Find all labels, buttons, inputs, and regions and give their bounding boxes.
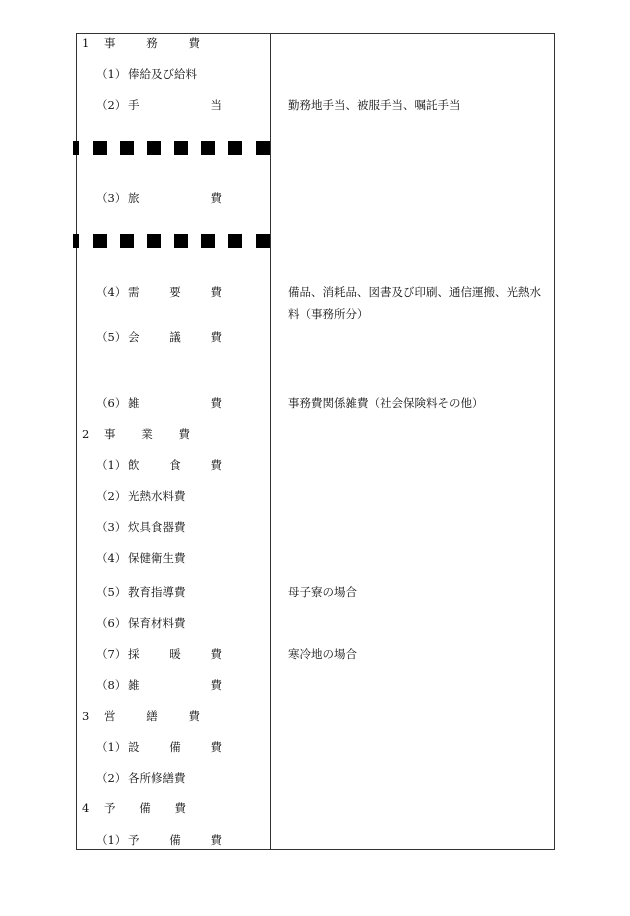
item-row <box>0 519 630 535</box>
item-number: （6） <box>96 616 127 630</box>
item-row <box>0 770 630 786</box>
redaction-band <box>76 141 271 155</box>
item-row <box>0 97 630 113</box>
item-number: （1） <box>96 67 127 81</box>
item-label: 俸給及び給料 <box>128 67 197 81</box>
section-row <box>0 708 630 724</box>
section-row <box>0 35 630 51</box>
item-label: 手 当 <box>128 98 222 112</box>
item-label: 教育指導費 <box>128 585 186 599</box>
item-number: （2） <box>96 771 127 785</box>
item-label: 採 暖 費 <box>128 647 222 661</box>
item-label: 需 要 費 <box>128 285 222 299</box>
item-number: （6） <box>96 396 127 410</box>
item-row <box>0 66 630 82</box>
item-number: （8） <box>96 678 127 692</box>
section-number: 3 <box>82 709 90 723</box>
item-number: （5） <box>96 585 127 599</box>
section-number: 4 <box>82 801 90 815</box>
item-number: （1） <box>96 740 127 754</box>
item-row <box>0 584 630 600</box>
item-row <box>0 329 630 345</box>
item-number: （7） <box>96 647 127 661</box>
item-row <box>0 488 630 504</box>
item-row <box>0 677 630 693</box>
item-label: 会 議 費 <box>128 330 222 344</box>
item-row <box>0 646 630 662</box>
item-label: 炊具食器費 <box>128 520 186 534</box>
item-number: （4） <box>96 285 127 299</box>
item-number: （3） <box>96 191 127 205</box>
redaction-band <box>76 234 271 248</box>
section-name: 予 備 費 <box>104 801 186 815</box>
item-row <box>0 284 630 300</box>
item-number: （3） <box>96 520 127 534</box>
item-row <box>0 395 630 411</box>
item-label: 設 備 費 <box>128 740 222 754</box>
section-row <box>0 800 630 816</box>
item-row <box>0 550 630 566</box>
section-row <box>0 426 630 442</box>
item-label: 光熱水料費 <box>128 489 186 503</box>
item-note-row <box>0 306 630 322</box>
item-label: 旅 費 <box>128 191 222 205</box>
item-note: 事務費関係雑費（社会保険料その他） <box>288 396 484 410</box>
item-row <box>0 190 630 206</box>
item-row <box>0 739 630 755</box>
section-name: 事 業 費 <box>104 427 190 441</box>
item-label: 予 備 費 <box>128 833 222 847</box>
item-number: （2） <box>96 489 127 503</box>
item-label: 雑 費 <box>128 678 222 692</box>
item-note: 備品、消耗品、図書及び印刷、通信運搬、光熱水 <box>288 285 541 299</box>
item-note: 母子寮の場合 <box>288 585 357 599</box>
item-note: 勤務地手当、被服手当、嘱託手当 <box>288 98 461 112</box>
item-number: （1） <box>96 458 127 472</box>
item-label: 保育材料費 <box>128 616 186 630</box>
item-row <box>0 457 630 473</box>
item-label: 各所修繕費 <box>128 771 186 785</box>
section-number: 2 <box>82 427 90 441</box>
item-note: 寒冷地の場合 <box>288 647 357 661</box>
section-name: 事 務 費 <box>104 36 200 50</box>
item-label: 飲 食 費 <box>128 458 222 472</box>
item-number: （1） <box>96 833 127 847</box>
item-number: （5） <box>96 330 127 344</box>
item-label: 保健衛生費 <box>128 551 186 565</box>
section-number: 1 <box>82 36 90 50</box>
item-note-continued: 料（事務所分） <box>288 307 369 321</box>
item-row <box>0 615 630 631</box>
item-label: 雑 費 <box>128 396 222 410</box>
item-number: （4） <box>96 551 127 565</box>
item-number: （2） <box>96 98 127 112</box>
item-row <box>0 832 630 848</box>
section-name: 営 繕 費 <box>104 709 200 723</box>
